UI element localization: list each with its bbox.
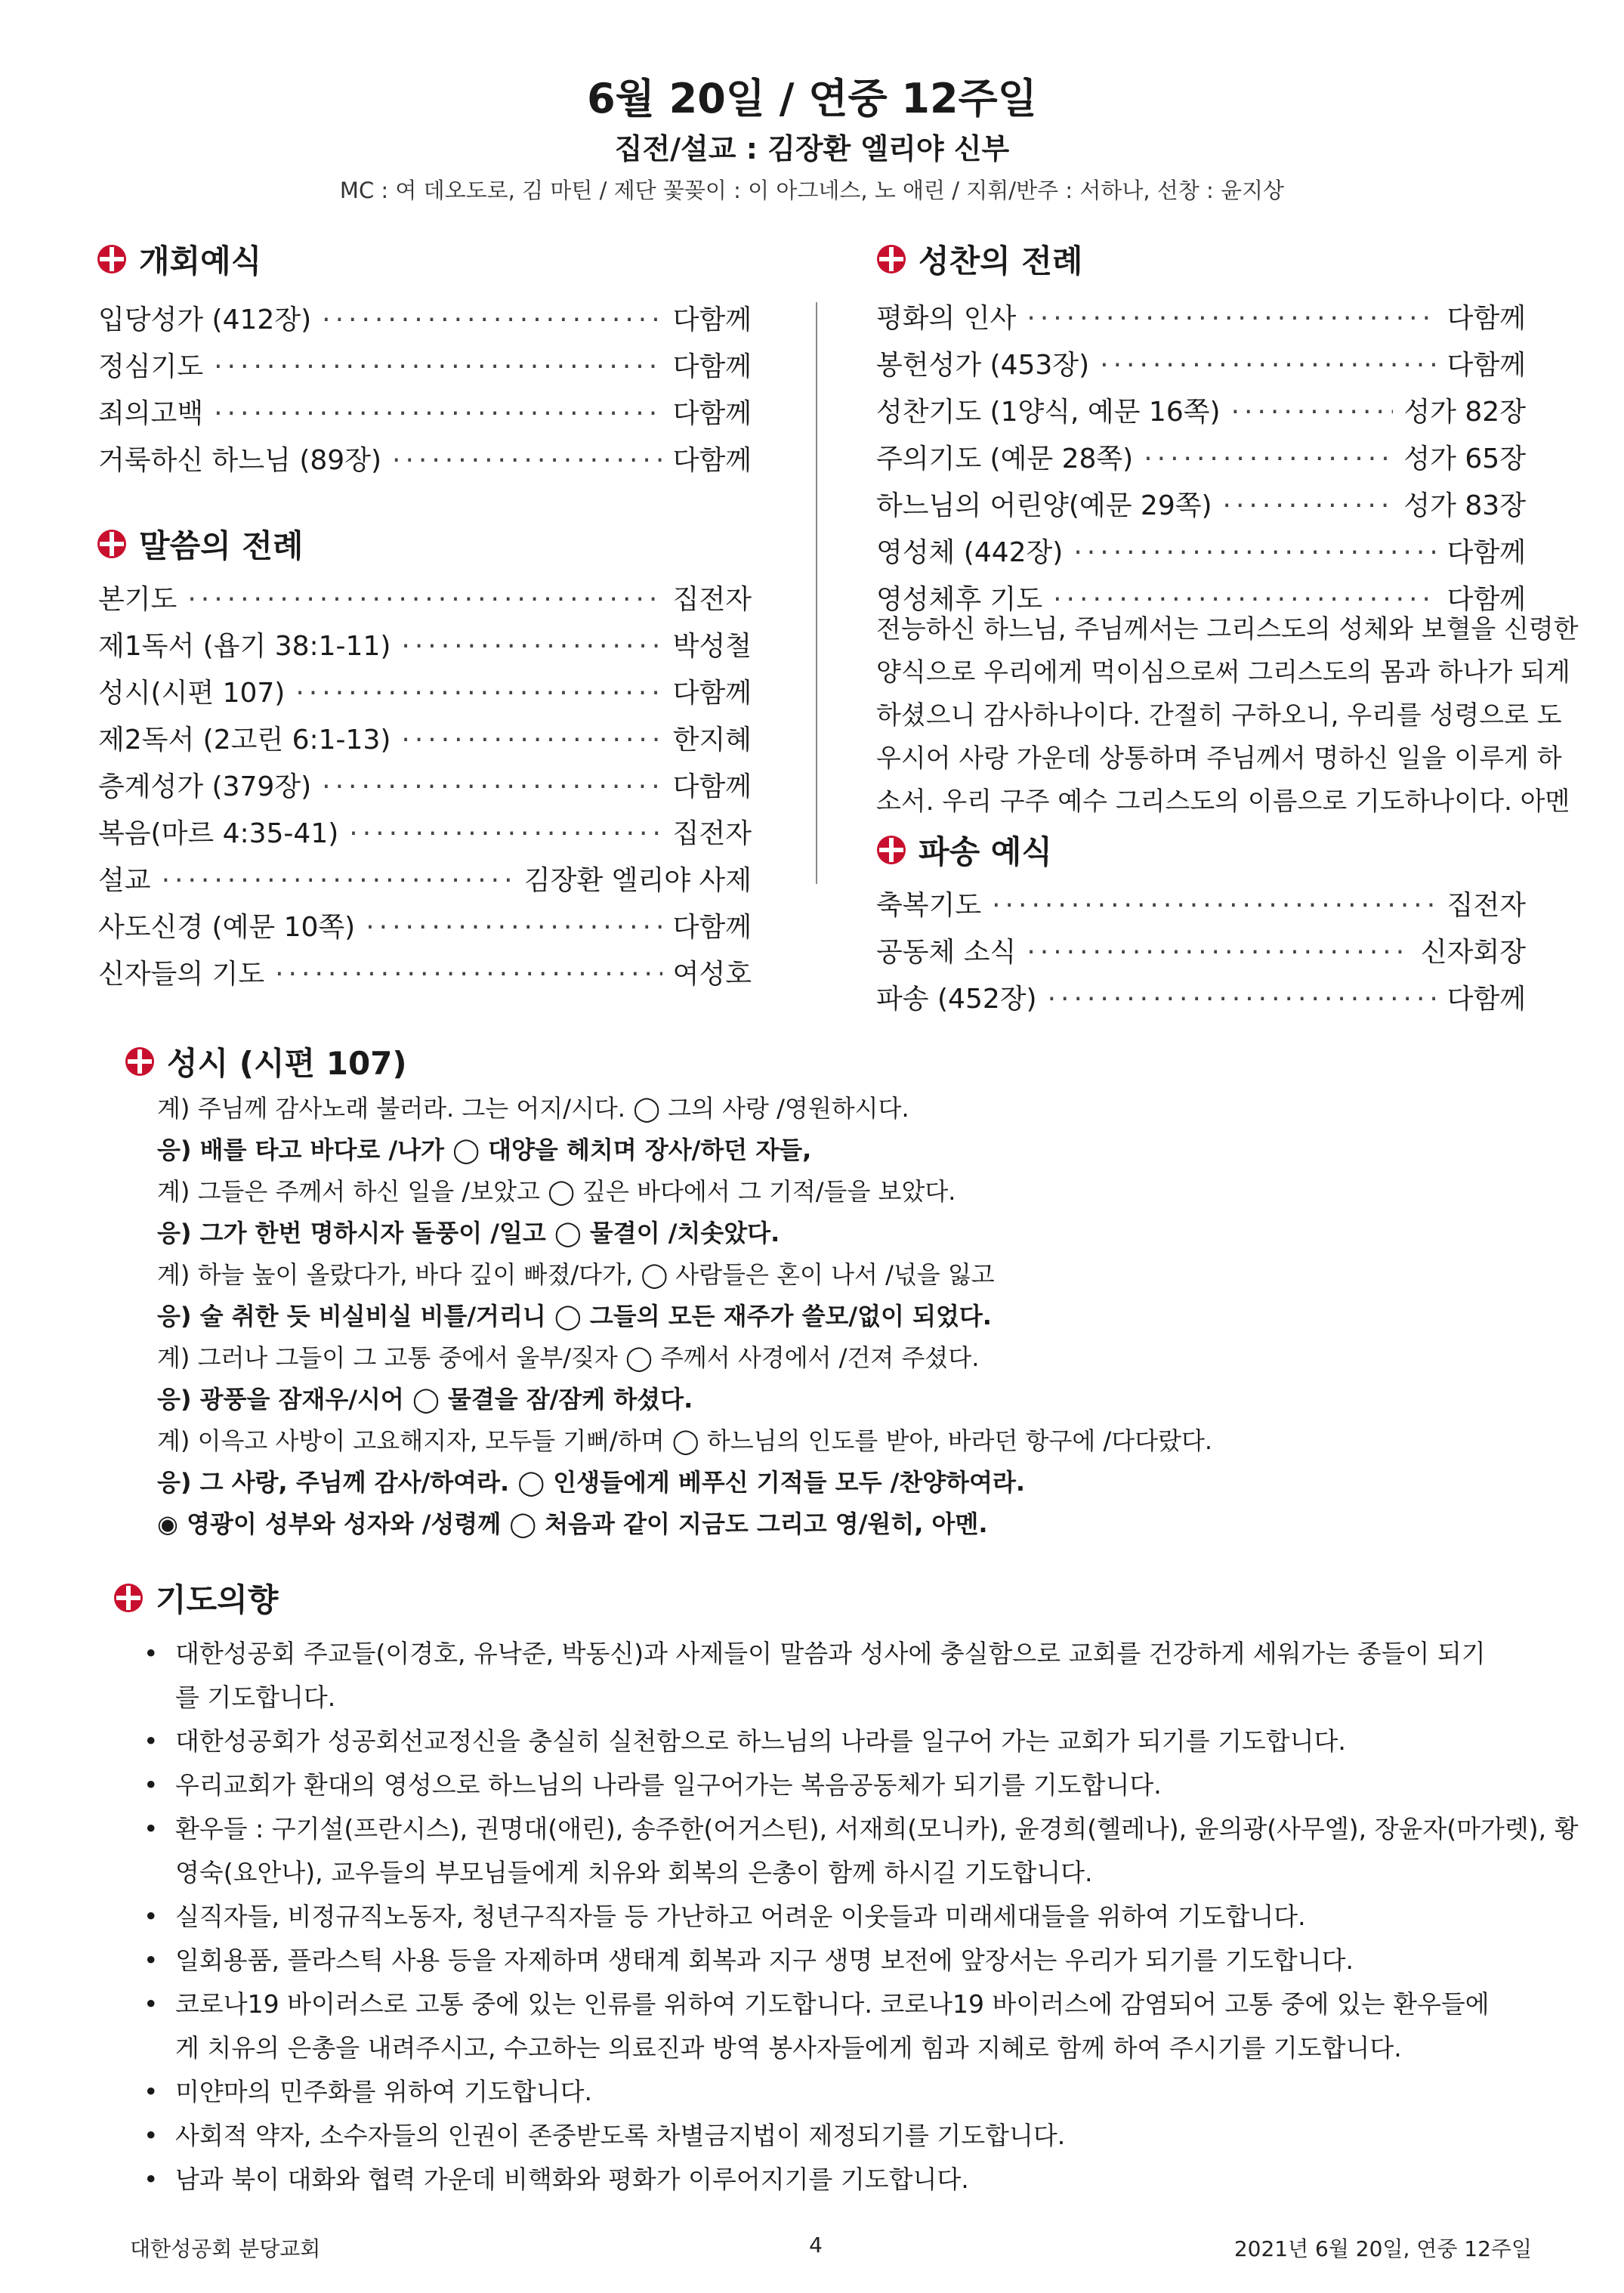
- bullet-icon: •: [144, 1639, 159, 1668]
- order-item-name: 죄의고백: [98, 398, 204, 429]
- dot-leader: [401, 725, 662, 756]
- section-title: 말씀의 전례: [139, 527, 304, 564]
- psalm-verse-response: 응) 그 사랑, 주님께 감사/하여라. ◯ 인생들에게 베푸신 기적들 모두 /찬양하여라.: [157, 1468, 1026, 1497]
- order-item-name: 본기도: [98, 584, 178, 615]
- order-row: [876, 344, 1526, 391]
- section-title: 성찬의 전례: [919, 243, 1083, 280]
- order-item-participant: 집전자: [672, 818, 752, 849]
- order-item-name: 복음(마르 4:35-41): [98, 818, 339, 849]
- psalm-verse-response: 응) 광풍을 잠재우/시어 ◯ 물결을 잠/잠케 하셨다.: [157, 1385, 693, 1414]
- order-row: [876, 978, 1526, 1024]
- prayer-line: 전능하신 하느님, 주님께서는 그리스도의 성체와 보혈을 신령한: [876, 614, 1579, 644]
- footer-date: 2021년 6월 20일, 연중 12주일: [1233, 2236, 1532, 2261]
- order-row: [876, 531, 1526, 578]
- order-item-participant: 박성철: [672, 631, 752, 662]
- section-heading-word: [97, 521, 303, 567]
- prayer-line: 양식으로 우리에게 먹이심으로써 그리스도의 몸과 하나가 되게: [876, 657, 1570, 688]
- dot-leader: [992, 890, 1437, 921]
- psalm-verse-leader: 계) 그들은 주께서 하신 일을 /보았고 ◯ 깊은 바다에서 그 기적/들을 보았다.: [157, 1177, 956, 1206]
- cross-icon: [113, 1583, 144, 1613]
- order-row: [98, 298, 752, 345]
- section-title: 성시 (시편 107): [167, 1045, 407, 1082]
- order-item-participant: 다함께: [672, 912, 752, 943]
- order-item-participant: 다함께: [1446, 350, 1526, 381]
- order-item-participant: 성가 65장: [1403, 443, 1526, 474]
- dot-leader: [1048, 984, 1437, 1015]
- order-item-name: 축복기도: [876, 890, 982, 921]
- dot-leader: [162, 865, 514, 896]
- order-item-participant: 한지혜: [672, 725, 752, 756]
- cross-icon: [876, 835, 906, 865]
- dot-leader: [322, 304, 662, 335]
- order-row: [98, 906, 752, 953]
- order-row: [98, 672, 752, 718]
- intention-item: [144, 1632, 1548, 1720]
- dot-leader: [401, 631, 662, 662]
- section-heading-opening: [97, 236, 261, 282]
- intention-line: 대한성공회 주교들(이경호, 유낙준, 박동신)과 사제들이 말씀과 성사에 충실함으로 교회를 건강하게 세워가는 종들이 되기: [175, 1639, 1486, 1668]
- psalm-verse-response: 응) 그가 한번 명하시자 돌풍이 /일고 ◯ 물결이 /치솟았다.: [157, 1219, 780, 1247]
- order-row: [98, 439, 752, 486]
- intention-line: 실직자들, 비정규직노동자, 청년구직자들 등 가난하고 어려운 이웃들과 미래세대들을 위하여 기도합니다.: [175, 1902, 1306, 1931]
- column-divider: [816, 302, 817, 884]
- intention-line: 게 치유의 은총을 내려주시고, 수고하는 의료진과 방역 봉사자들에게 힘과 지혜로 함께 하여 주시기를 기도합니다.: [175, 2033, 1402, 2063]
- order-item-participant: 다함께: [1446, 984, 1526, 1015]
- bullet-icon: •: [144, 1989, 159, 2019]
- order-item-name: 주의기도 (예문 28쪽): [876, 443, 1134, 474]
- order-item-name: 파송 (452장): [876, 984, 1037, 1015]
- bullet-icon: •: [144, 2165, 159, 2194]
- order-item-participant: 여성호: [672, 959, 752, 990]
- intention-line: 미얀마의 민주화를 위하여 기도합니다.: [175, 2077, 593, 2106]
- intention-item: [144, 1807, 1579, 1895]
- cross-icon: [876, 244, 906, 274]
- order-item-participant: 다함께: [672, 771, 752, 802]
- dot-leader: [366, 912, 662, 943]
- order-row: [98, 812, 752, 859]
- intention-line: 영숙(요안나), 교우들의 부모님들에게 치유와 회복의 은총이 함께 하시길 기도합니다.: [175, 1858, 1093, 1887]
- prayer-line: 소서. 우리 구주 예수 그리스도의 이름으로 기도하나이다. 아멘: [876, 786, 1570, 817]
- order-item-participant: 김장환 엘리야 사제: [523, 865, 752, 896]
- dot-leader: [1231, 397, 1394, 428]
- intention-item: [144, 1763, 1548, 1807]
- cross-icon: [97, 529, 127, 559]
- service-credits: MC : 여 데오도로, 김 마틴 / 제단 꽃꽂이 : 이 아그네스, 노 애린 / 지휘/반주 : 서하나, 선창 : 윤지상: [339, 178, 1285, 203]
- order-item-participant: 다함께: [672, 398, 752, 429]
- order-item-name: 층계성가 (379장): [98, 771, 312, 802]
- dot-leader: [295, 678, 662, 709]
- dot-leader: [392, 445, 662, 476]
- bullet-icon: •: [144, 1902, 159, 1931]
- post-communion-prayer: [876, 608, 1579, 824]
- dot-leader: [349, 818, 662, 849]
- psalm-verse-response: 응) 배를 타고 바다로 /나가 ◯ 대양을 헤치며 장사/하던 자들,: [157, 1136, 812, 1164]
- psalm-verse-response: ◉ 영광이 성부와 성자와 /성령께 ◯ 처음과 같이 지금도 그리고 영/원히, 아멘.: [157, 1510, 988, 1538]
- psalm-verse-leader: 계) 이윽고 사방이 고요해지자, 모두들 기뻐/하며 ◯ 하느님의 인도를 받아, 바라던 항구에 /다다랐다.: [157, 1426, 1213, 1455]
- order-item-name: 입당성가 (412장): [98, 304, 312, 335]
- bullet-icon: •: [144, 2121, 159, 2150]
- psalm-verse-response: 응) 술 취한 듯 비실비실 비틀/거리니 ◯ 그들의 모든 재주가 쓸모/없이 되었다.: [157, 1302, 992, 1330]
- order-item-participant: 집전자: [672, 584, 752, 615]
- order-row: [98, 578, 752, 625]
- order-item-name: 정심기도: [98, 351, 204, 382]
- intention-item: [144, 1939, 1548, 1982]
- order-row: [876, 297, 1526, 344]
- cross-icon: [125, 1046, 155, 1077]
- section-heading-intentions: [113, 1575, 278, 1621]
- bullet-icon: •: [144, 1770, 159, 1800]
- dot-leader: [1027, 303, 1436, 334]
- order-list-eucharist: [876, 297, 1526, 625]
- order-item-participant: 다함께: [1446, 584, 1526, 615]
- order-item-participant: 다함께: [1446, 303, 1526, 334]
- order-row: [98, 625, 752, 672]
- section-title: 파송 예식: [919, 833, 1052, 870]
- order-row: [876, 391, 1526, 437]
- page-title: 6월 20일 / 연중 12주일: [587, 75, 1037, 122]
- intention-item: [144, 1720, 1548, 1763]
- intention-item: [144, 2114, 1548, 2158]
- order-row: [98, 345, 752, 392]
- intention-line: 우리교회가 환대의 영성으로 하느님의 나라를 일구어가는 복음공동체가 되기를 기도합니다.: [175, 1770, 1162, 1800]
- order-item-name: 평화의 인사: [876, 303, 1017, 334]
- bullet-icon: •: [144, 1726, 159, 1756]
- order-item-participant: 다함께: [672, 351, 752, 382]
- order-row: [98, 953, 752, 1000]
- dot-leader: [1073, 537, 1436, 568]
- order-item-participant: 다함께: [1446, 537, 1526, 568]
- order-item-name: 영성체 (442장): [876, 537, 1064, 568]
- dot-leader: [1223, 490, 1394, 521]
- order-row: [876, 437, 1526, 484]
- order-row: [98, 718, 752, 765]
- intention-item: [144, 1895, 1548, 1939]
- order-item-name: 사도신경 (예문 10쪽): [98, 912, 356, 943]
- dot-leader: [1100, 350, 1437, 381]
- intention-line: 대한성공회가 성공회선교정신을 충실히 실천함으로 하느님의 나라를 일구어 가는 교회가 되기를 기도합니다.: [175, 1726, 1346, 1756]
- prayer-line: 하셨으니 감사하나이다. 간절히 구하오니, 우리를 성령으로 도: [876, 700, 1562, 731]
- order-row: [876, 484, 1526, 531]
- order-item-participant: 신자회장: [1420, 937, 1526, 968]
- section-heading-eucharist: [876, 236, 1082, 282]
- order-item-name: 성시(시편 107): [98, 678, 286, 709]
- section-heading-psalm: [125, 1039, 407, 1084]
- order-item-participant: 다함께: [672, 678, 752, 709]
- footer-church: 대한성공회 분당교회: [130, 2236, 321, 2261]
- dot-leader: [214, 398, 662, 429]
- bullet-icon: •: [144, 1814, 159, 1843]
- prayer-line: 우시어 사랑 가운데 상통하며 주님께서 명하신 일을 이루게 하: [876, 743, 1562, 774]
- bullet-icon: •: [144, 2077, 159, 2106]
- dot-leader: [322, 771, 662, 802]
- psalm-verse-leader: 계) 하늘 높이 올랐다가, 바다 깊이 빠졌/다가, ◯ 사람들은 혼이 나서 /넋을 잃고: [157, 1260, 995, 1289]
- order-row: [98, 765, 752, 812]
- order-list-dismissal: [876, 884, 1526, 1024]
- order-item-name: 공동체 소식: [876, 937, 1017, 968]
- intention-line: 사회적 약자, 소수자들의 인권이 존중받도록 차별금지법이 제정되기를 기도합니다.: [175, 2121, 1066, 2150]
- page-subtitle: 집전/설교 : 김장환 엘리야 신부: [614, 132, 1010, 165]
- order-item-participant: 성가 83장: [1403, 490, 1526, 521]
- dot-leader: [187, 584, 662, 615]
- intention-line: 일회용품, 플라스틱 사용 등을 자제하며 생태계 회복과 지구 생명 보전에 앞장서는 우리가 되기를 기도합니다.: [175, 1945, 1354, 1975]
- section-title: 기도의향: [156, 1581, 279, 1618]
- intention-item: [144, 2158, 1548, 2202]
- order-item-name: 성찬기도 (1양식, 예문 16쪽): [876, 397, 1221, 428]
- order-row: [98, 392, 752, 439]
- intention-item: [144, 2070, 1548, 2114]
- order-item-name: 제2독서 (2고린 6:1-13): [98, 725, 391, 756]
- order-row: [876, 884, 1526, 931]
- intention-line: 환우들 : 구기설(프란시스), 권명대(애린), 송주한(어거스틴), 서재희(모니카), 윤경희(헬레나), 윤의광(사무엘), 장윤자(마가렛), 황: [175, 1814, 1579, 1843]
- order-item-name: 봉헌성가 (453장): [876, 350, 1090, 381]
- order-item-participant: 성가 82장: [1403, 397, 1526, 428]
- order-item-participant: 집전자: [1446, 890, 1526, 921]
- cross-icon: [97, 244, 127, 274]
- order-list-opening: [98, 298, 752, 486]
- order-item-name: 영성체후 기도: [876, 584, 1043, 615]
- intention-line: 를 기도합니다.: [175, 1683, 336, 1712]
- dot-leader: [1027, 937, 1410, 968]
- order-item-name: 하느님의 어린양(예문 29쪽): [876, 490, 1212, 521]
- order-item-name: 설교: [98, 865, 151, 896]
- psalm-text: [157, 1088, 1577, 1545]
- order-row: [98, 859, 752, 906]
- prayer-intentions-list: [144, 1632, 1579, 2202]
- order-list-word: [98, 578, 752, 1000]
- footer-page-number: 4: [809, 2233, 823, 2257]
- psalm-verse-leader: 계) 주님께 감사노래 불러라. 그는 어지/시다. ◯ 그의 사랑 /영원하시다.: [157, 1094, 909, 1123]
- intention-line: 코로나19 바이러스로 고통 중에 있는 인류를 위하여 기도합니다. 코로나19 바이러스에 감염되어 고통 중에 있는 환우들에: [175, 1989, 1490, 2019]
- dot-leader: [214, 351, 662, 382]
- order-item-name: 제1독서 (욥기 38:1-11): [98, 631, 391, 662]
- order-item-participant: 다함께: [672, 304, 752, 335]
- bullet-icon: •: [144, 1945, 159, 1975]
- section-heading-dismissal: [876, 827, 1052, 873]
- order-row: [876, 931, 1526, 978]
- order-item-name: 거룩하신 하느님 (89장): [98, 445, 381, 476]
- order-item-name: 신자들의 기도: [98, 959, 265, 990]
- intention-item: [144, 1982, 1548, 2070]
- order-item-participant: 다함께: [672, 445, 752, 476]
- intention-line: 남과 북이 대화와 협력 가운데 비핵화와 평화가 이루어지기를 기도합니다.: [175, 2165, 969, 2194]
- section-title: 개회예식: [139, 243, 262, 280]
- psalm-verse-leader: 계) 그러나 그들이 그 고통 중에서 울부/짖자 ◯ 주께서 사경에서 /건져 주셨다.: [157, 1343, 980, 1372]
- dot-leader: [275, 959, 662, 990]
- dot-leader: [1144, 443, 1393, 474]
